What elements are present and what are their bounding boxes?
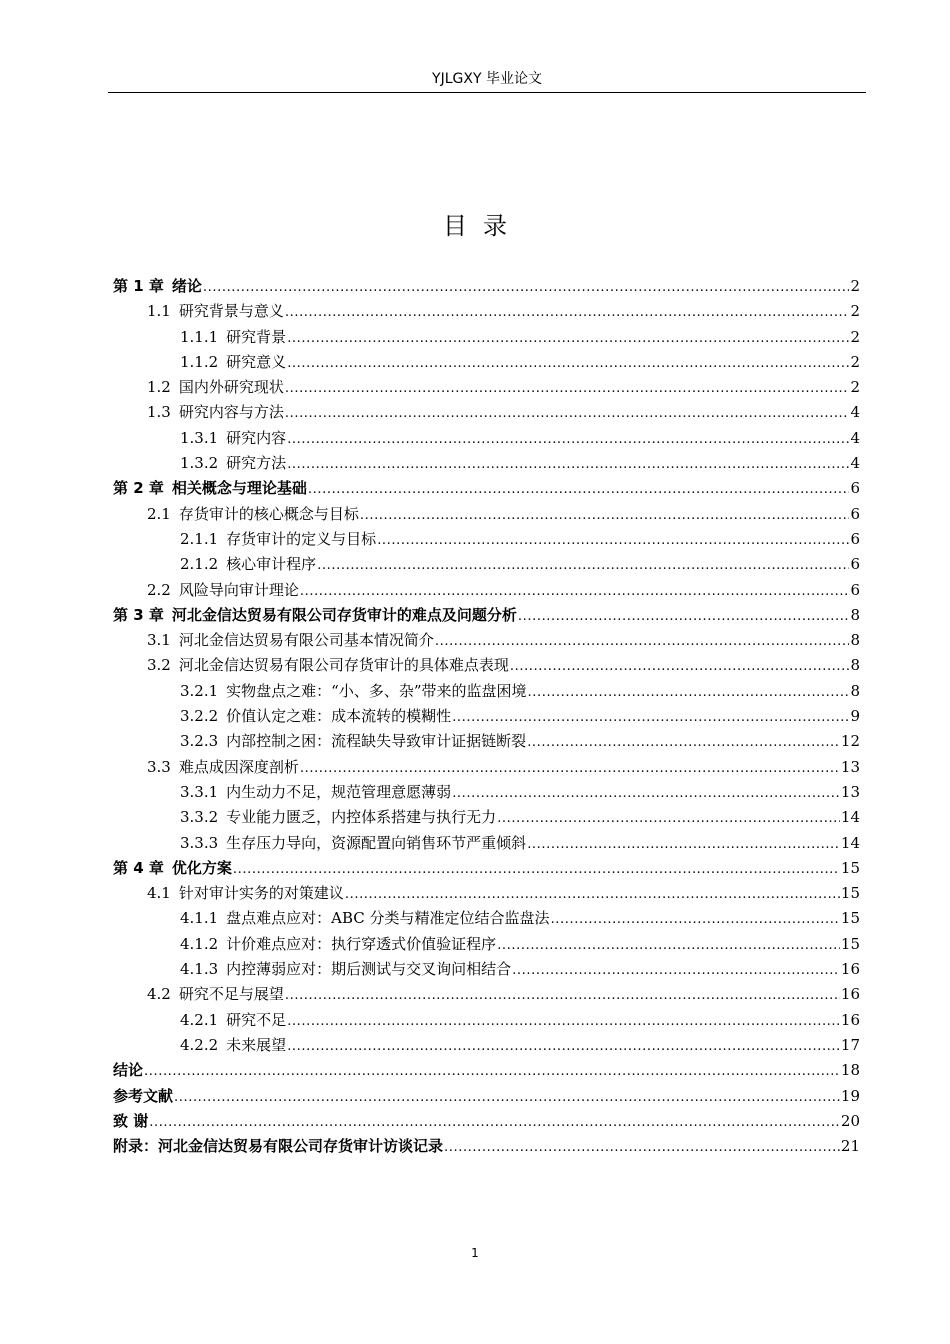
toc-entry-title: 研究背景与意义	[178, 302, 284, 321]
toc-entry[interactable]	[113, 527, 860, 552]
toc-entry[interactable]	[113, 881, 860, 906]
toc-entry-number: 1.3.2	[180, 454, 219, 473]
toc-entry-title: 国内外研究现状	[178, 378, 284, 397]
toc-entry-title: 河北金信达贸易有限公司基本情况简介	[178, 631, 434, 650]
toc-entry-page: 6	[850, 580, 860, 599]
toc-entry[interactable]	[113, 451, 860, 476]
toc-entry-number: 4.1.3	[180, 960, 219, 979]
toc-entry-page: 2	[850, 302, 860, 321]
toc-entry-page: 20	[840, 1111, 860, 1130]
toc-entry-number: 3.2.2	[180, 707, 219, 726]
toc-entry[interactable]	[113, 552, 860, 577]
toc-entry-title: 针对审计实务的对策建议	[178, 884, 344, 903]
toc-entry[interactable]	[113, 426, 860, 451]
toc-dot-leader	[497, 932, 840, 958]
toc-entry[interactable]	[113, 502, 860, 527]
toc-entry-page: 6	[850, 504, 860, 523]
toc-entry[interactable]	[113, 653, 860, 678]
toc-entry-page: 6	[850, 555, 860, 574]
toc-dot-leader	[444, 1134, 840, 1160]
toc-entry-number: 2.1	[147, 504, 171, 523]
toc-entry[interactable]	[113, 628, 860, 653]
toc-entry-page: 13	[840, 782, 860, 801]
toc-dot-leader	[285, 299, 850, 325]
toc-title: 目录	[443, 212, 523, 240]
toc-entry-page: 12	[840, 732, 860, 751]
toc-dot-leader	[377, 527, 849, 553]
toc-entry[interactable]	[113, 729, 860, 754]
toc-entry-page: 2	[850, 352, 860, 371]
toc-entry[interactable]	[113, 780, 860, 805]
toc-entry[interactable]	[113, 603, 860, 628]
toc-entry-title: 内部控制之困：流程缺失导致审计证据链断裂	[226, 732, 527, 751]
toc-entry-title: 研究不足	[226, 1010, 287, 1029]
toc-entry-title: 研究背景	[226, 327, 287, 346]
toc-entry-number: 4.2	[147, 985, 171, 1004]
toc-entry-title: 计价难点应对：执行穿透式价值验证程序	[226, 934, 497, 953]
toc-entry-page: 4	[850, 403, 860, 422]
toc-entry-title: 研究不足与展望	[178, 985, 284, 1004]
toc-entry-page: 8	[850, 631, 860, 650]
toc-dot-leader	[203, 274, 850, 300]
toc-dot-leader	[527, 729, 840, 755]
toc-entry[interactable]	[113, 906, 860, 931]
toc-entry[interactable]	[113, 982, 860, 1007]
toc-dot-leader	[287, 350, 849, 376]
toc-entry-title: 附录：河北金信达贸易有限公司存货审计访谈记录	[113, 1137, 444, 1156]
toc-entry-page: 8	[850, 656, 860, 675]
toc-dot-leader	[317, 552, 849, 578]
toc-entry-title: 优化方案	[171, 858, 232, 877]
toc-entry-page: 6	[850, 529, 860, 548]
toc-entry-page: 16	[840, 985, 860, 1004]
toc-entry-page: 4	[850, 454, 860, 473]
toc-dot-leader	[452, 780, 840, 806]
toc-entry-number: 4.1.1	[180, 909, 219, 928]
toc-entry-number: 1.2	[147, 378, 171, 397]
toc-dot-leader	[287, 451, 849, 477]
toc-entry-page: 8	[850, 681, 860, 700]
toc-dot-leader	[497, 805, 840, 831]
toc-entry-title: 河北金信达贸易有限公司存货审计的具体难点表现	[178, 656, 509, 675]
toc-entry-page: 15	[840, 909, 860, 928]
toc-entry-number: 第 3 章	[113, 605, 164, 624]
toc-entry[interactable]	[113, 805, 860, 830]
toc-entry-title: 实物盘点之难：“小、多、杂”带来的监盘困境	[226, 681, 527, 700]
toc-entry[interactable]	[113, 856, 860, 881]
toc-entry-page: 15	[840, 934, 860, 953]
toc-entry[interactable]	[113, 1058, 860, 1083]
toc-entry-title: 专业能力匮乏，内控体系搭建与执行无力	[226, 808, 497, 827]
toc-entry[interactable]	[113, 957, 860, 982]
toc-entry-page: 4	[850, 428, 860, 447]
toc-entry-title: 内生动力不足，规范管理意愿薄弱	[226, 782, 452, 801]
toc-entry-number: 1.1.1	[180, 327, 219, 346]
toc-entry-title: 致 谢	[113, 1111, 149, 1130]
toc-entry-title: 河北金信达贸易有限公司存货审计的难点及问题分析	[171, 605, 517, 624]
toc-dot-leader	[518, 603, 850, 629]
toc-dot-leader	[300, 755, 840, 781]
toc-entry-number: 1.3.1	[180, 428, 219, 447]
toc-entry-number: 4.1	[147, 884, 171, 903]
toc-entry[interactable]	[113, 274, 860, 299]
toc-entry-page: 16	[840, 960, 860, 979]
toc-entry-number: 1.1.2	[180, 352, 219, 371]
toc-entry-title: 存货审计的定义与目标	[226, 529, 377, 548]
header-rule	[108, 92, 866, 93]
toc-dot-leader	[510, 653, 850, 679]
toc-entry[interactable]	[113, 932, 860, 957]
toc-entry-page: 2	[850, 378, 860, 397]
toc-entry[interactable]	[113, 325, 860, 350]
toc-entry-number: 3.3	[147, 757, 171, 776]
toc-entry[interactable]	[113, 1084, 860, 1109]
toc-dot-leader	[149, 1109, 840, 1135]
toc-entry-page: 8	[850, 605, 860, 624]
toc-dot-leader	[360, 502, 850, 528]
toc-entry-number: 3.3.2	[180, 808, 219, 827]
toc-entry[interactable]	[113, 476, 860, 501]
toc-entry-title: 参考文献	[113, 1086, 174, 1105]
toc-dot-leader	[300, 578, 850, 604]
toc-entry-page: 19	[840, 1086, 860, 1105]
toc-entry[interactable]	[113, 350, 860, 375]
toc-dot-leader	[285, 400, 850, 426]
toc-dot-leader	[285, 982, 840, 1008]
toc-entry[interactable]	[113, 1008, 860, 1033]
page-number: 1	[471, 1246, 479, 1260]
toc-entry-number: 第 1 章	[113, 277, 164, 295]
toc-dot-leader	[287, 1033, 840, 1059]
toc-dot-leader	[285, 375, 850, 401]
toc-entry-title: 研究意义	[226, 352, 287, 371]
toc-entry-title: 存货审计的核心概念与目标	[178, 504, 359, 523]
toc-entry-title: 风险导向审计理论	[178, 580, 299, 599]
toc-entry-title: 结论	[113, 1061, 144, 1080]
toc-entry[interactable]	[113, 400, 860, 425]
toc-entry-title: 研究方法	[226, 454, 287, 473]
toc-entry-number: 第 4 章	[113, 858, 164, 877]
toc-entry[interactable]	[113, 375, 860, 400]
toc-entry-page: 2	[850, 327, 860, 346]
toc-dot-leader	[287, 325, 849, 351]
toc-dot-leader	[174, 1084, 840, 1110]
toc-entry-page: 15	[840, 884, 860, 903]
toc-entry[interactable]	[113, 755, 860, 780]
toc-dot-leader	[527, 831, 840, 857]
table-of-contents	[113, 274, 860, 1159]
toc-entry-title: 生存压力导向，资源配置向销售环节严重倾斜	[226, 833, 527, 852]
toc-entry-page: 2	[850, 277, 860, 295]
toc-entry-page: 14	[840, 833, 860, 852]
toc-entry[interactable]	[113, 679, 860, 704]
toc-dot-leader	[528, 679, 850, 705]
toc-entry-number: 3.3.3	[180, 833, 219, 852]
toc-entry[interactable]	[113, 831, 860, 856]
toc-entry-title: 价值认定之难：成本流转的模糊性	[226, 707, 452, 726]
toc-entry-title: 绪论	[171, 277, 202, 295]
toc-entry-title: 研究内容	[226, 428, 287, 447]
toc-entry-number: 4.2.2	[180, 1035, 219, 1054]
toc-entry-page: 21	[840, 1137, 860, 1156]
toc-entry[interactable]	[113, 704, 860, 729]
toc-entry-number: 1.1	[147, 302, 171, 321]
toc-dot-leader	[144, 1058, 840, 1084]
toc-dot-leader	[233, 856, 840, 882]
toc-entry-title: 未来展望	[226, 1035, 287, 1054]
toc-dot-leader	[435, 628, 850, 654]
toc-dot-leader	[287, 426, 849, 452]
toc-entry-title: 内控薄弱应对：期后测试与交叉询问相结合	[226, 960, 512, 979]
toc-entry-number: 第 2 章	[113, 479, 164, 498]
toc-entry-number: 2.2	[147, 580, 171, 599]
toc-entry-title: 相关概念与理论基础	[171, 479, 307, 498]
toc-entry-page: 15	[840, 858, 860, 877]
toc-entry[interactable]	[113, 1109, 860, 1134]
running-header: YJLGXY 毕业论文	[432, 71, 542, 87]
toc-dot-leader	[512, 957, 840, 983]
toc-dot-leader	[345, 881, 840, 907]
toc-entry-title: 难点成因深度剖析	[178, 757, 299, 776]
toc-entry-number: 1.3	[147, 403, 171, 422]
toc-entry-number: 2.1.1	[180, 529, 219, 548]
toc-entry[interactable]	[113, 299, 860, 324]
toc-dot-leader	[308, 476, 850, 502]
toc-entry-page: 14	[840, 808, 860, 827]
toc-entry-number: 2.1.2	[180, 555, 219, 574]
toc-entry[interactable]	[113, 1134, 860, 1159]
toc-entry-page: 9	[850, 707, 860, 726]
toc-entry-number: 3.3.1	[180, 782, 219, 801]
toc-entry-title: 核心审计程序	[226, 555, 317, 574]
toc-entry-number: 3.2.3	[180, 732, 219, 751]
toc-dot-leader	[551, 906, 840, 932]
toc-entry-page: 17	[840, 1035, 860, 1054]
toc-entry[interactable]	[113, 578, 860, 603]
toc-dot-leader	[287, 1008, 840, 1034]
toc-entry-number: 3.1	[147, 631, 171, 650]
toc-entry-page: 6	[850, 479, 860, 498]
toc-entry-page: 16	[840, 1010, 860, 1029]
toc-entry-number: 3.2	[147, 656, 171, 675]
toc-entry-title: 盘点难点应对：ABC 分类与精准定位结合监盘法	[226, 909, 550, 928]
toc-entry-number: 3.2.1	[180, 681, 219, 700]
toc-entry-title: 研究内容与方法	[178, 403, 284, 422]
toc-entry-page: 18	[840, 1061, 860, 1080]
toc-entry-page: 13	[840, 757, 860, 776]
toc-entry-number: 4.2.1	[180, 1010, 219, 1029]
toc-dot-leader	[452, 704, 849, 730]
toc-entry[interactable]	[113, 1033, 860, 1058]
toc-entry-number: 4.1.2	[180, 934, 219, 953]
